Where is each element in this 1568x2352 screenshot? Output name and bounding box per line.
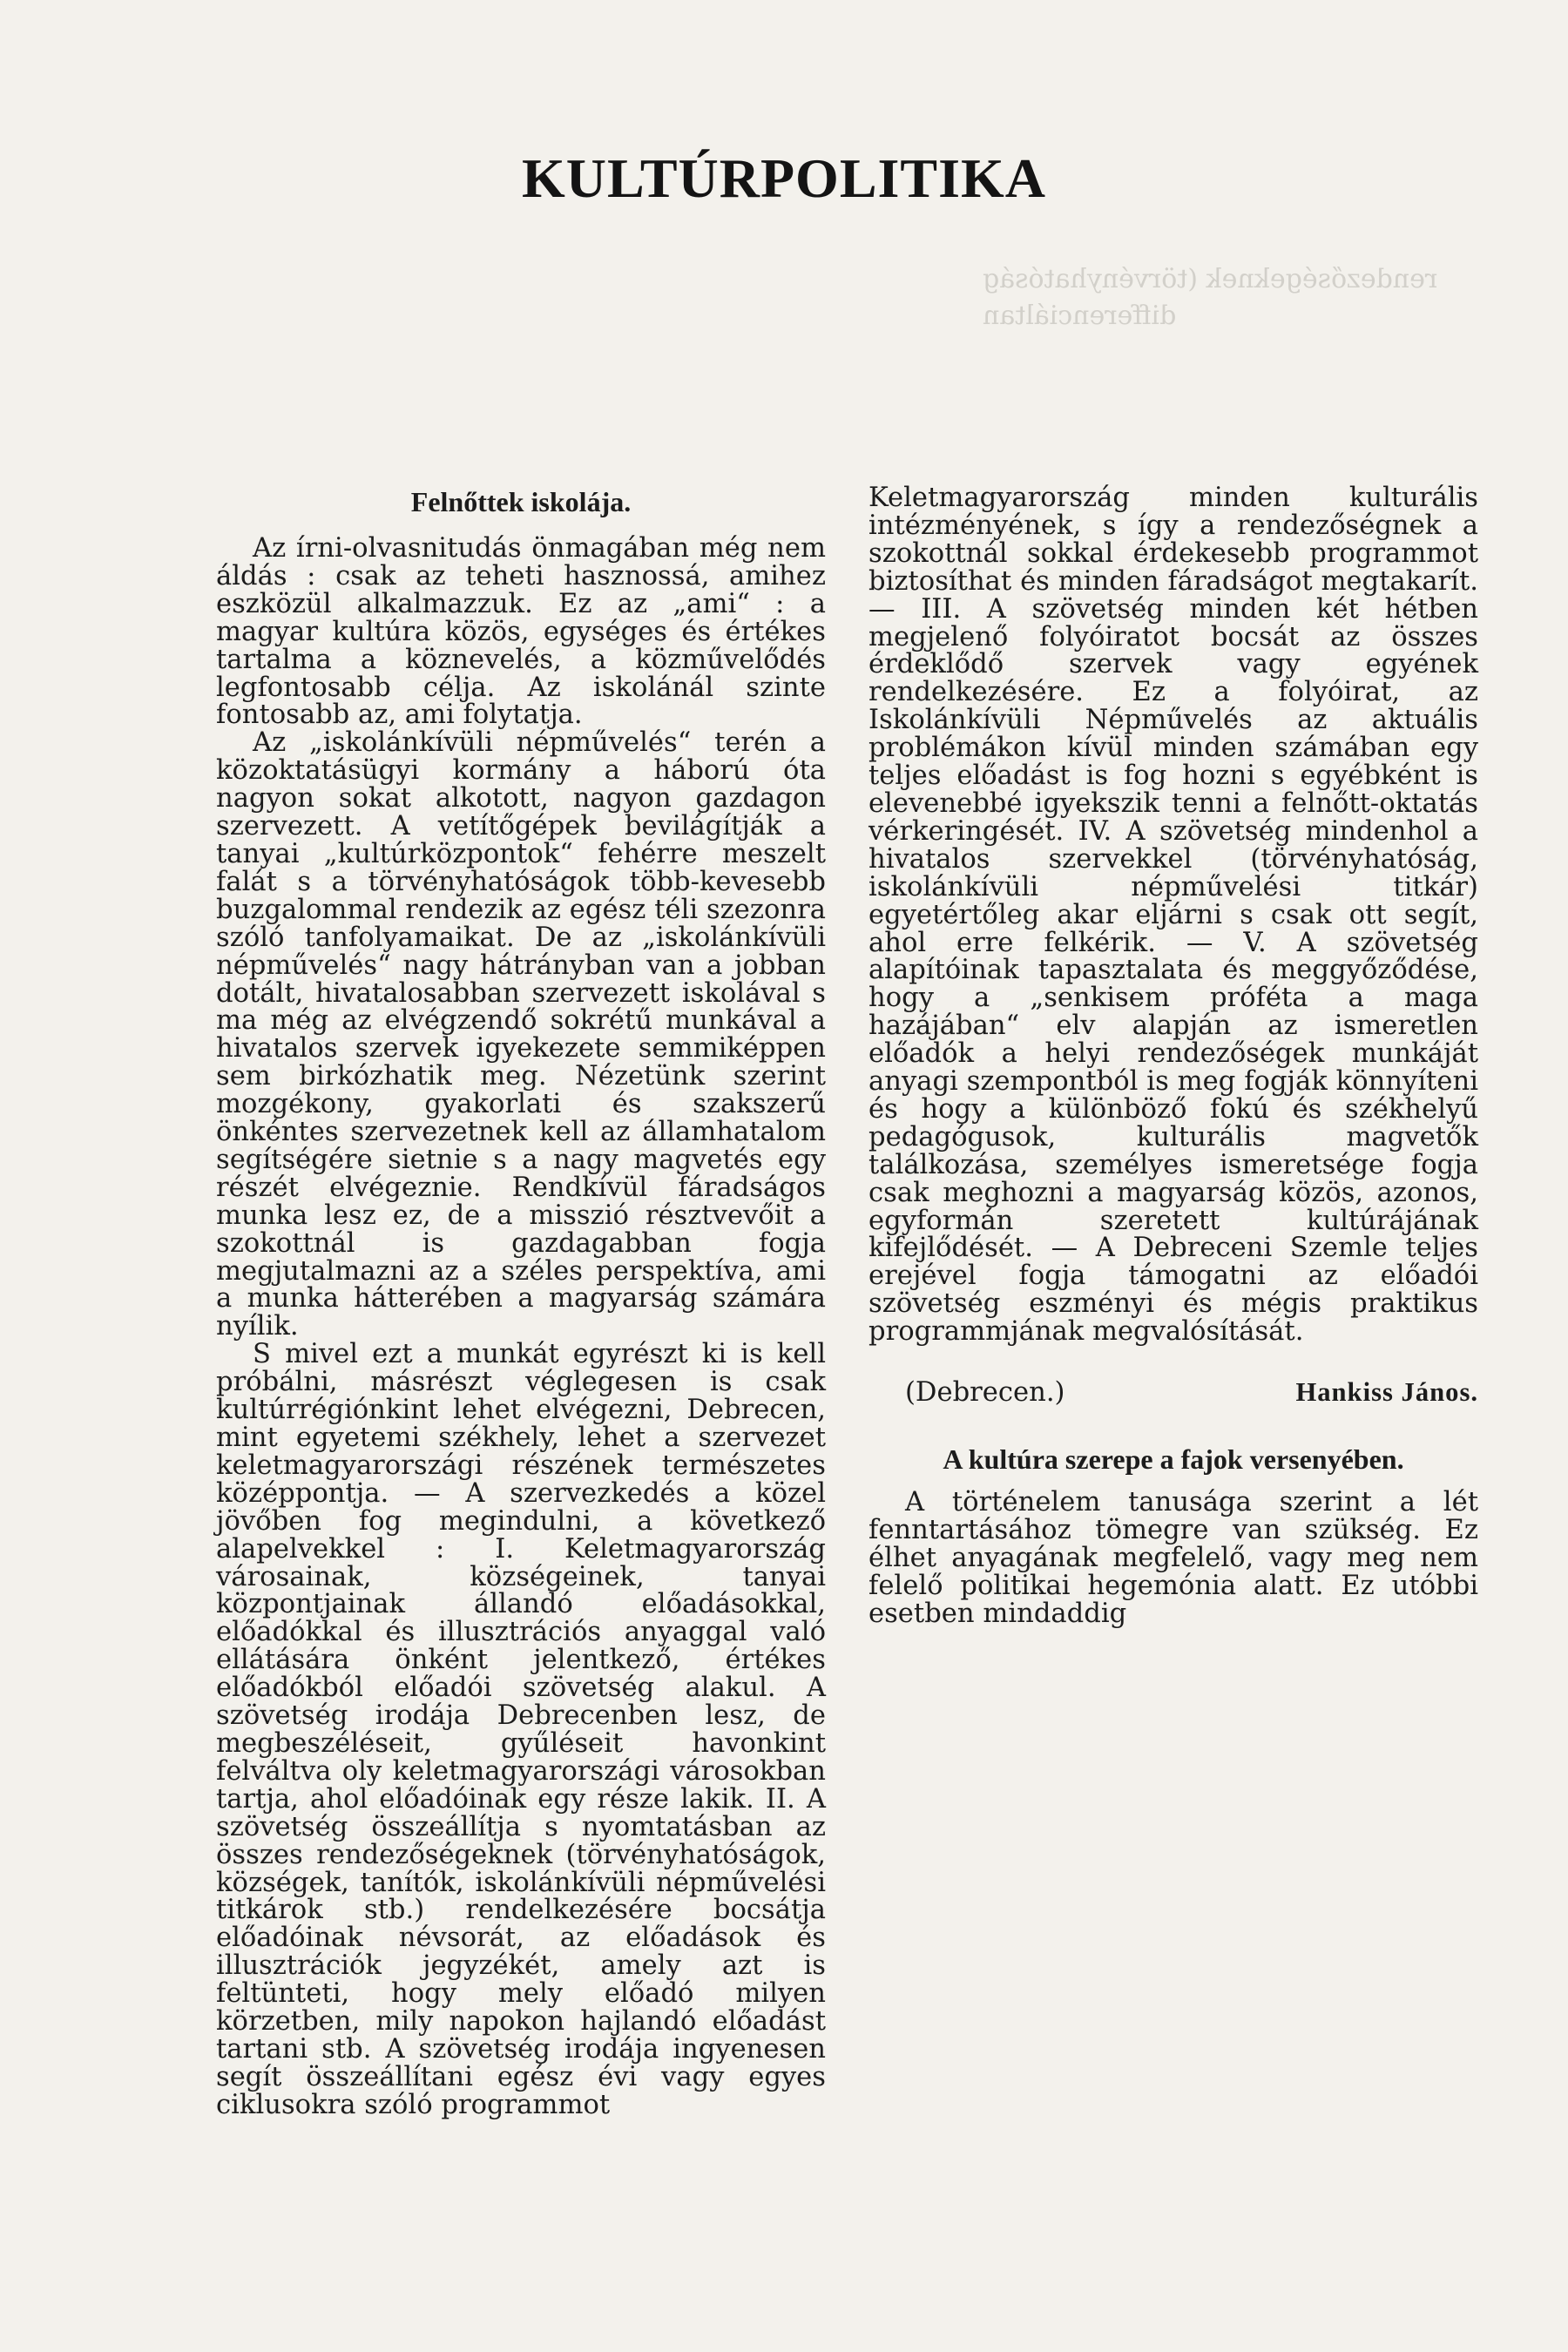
bleed-through-line: differenciáltan bbox=[982, 301, 1177, 331]
article-paragraph: S mivel ezt a munkát egyrészt ki is kell próbálni, másrészt véglegesen is csak kultúrrégiónkint lehet elvégezni, Debrecen, mint egyetemi székhely, lehet a szervezet keletmagyarországi részének természetes középpontja. — A szervezkedés a közel jövőben fog megindulni, a következő alapelvekkel : I. Keletmagyarország városainak, községeinek, tanyai központjainak állandó előadásokkal, előadókkal és illusztrációs anyaggal való ellátására önként jelentkező, értékes előadókból előadói szövetség alakul. A szövetség irodája Debrecenben lesz, de megbeszéléseit, gyűléseit havonkint felváltva oly keletmagyarországi városokban tartja, ahol előadóinak egy része lakik. II. A szövetség összeállítja s nyomtatásban az összes rendezőségeknek (törvényhatóságok, községek, tanítók, iskolánkívüli népművelési titkárok stb.) rendelkezésére bocsátja előadóinak névsorát, az előadások és illusztrációk jegyzékét, amely azt is feltünteti, hogy mely előadó milyen körzetben, mily napokon hajlandó előadást tartani stb. A szövetség irodája ingyenesen segít összeállítani egész évi vagy egyes ciklusokra szóló programmot bbox=[216, 1339, 826, 2120]
bleed-through-line: rendezőségeknek (törvényhatóság bbox=[982, 264, 1437, 294]
signature bbox=[868, 1379, 1478, 1407]
page-title: KULTÚRPOLITIKA bbox=[522, 147, 1046, 209]
article-paragraph: Az írni-olvasnitudás önmagában még nem áldás : csak az teheti hasznossá, amihez eszközül alkalmazzuk. Ez az „ami“ : a magyar kultúra közös, egységes és értékes tartalma a köznevelés, a közművelődés legfontosabb célja. Az iskolánál szinte fontosabb az, ami folytatja. bbox=[216, 533, 826, 731]
article-paragraph: A történelem tanusága szerint a lét fenntartásához tömegre van szükség. Ez élhet anyagának megfelelő, vagy meg nem felelő politikai hegemónia alatt. Ez utóbbi esetben mindaddig bbox=[868, 1487, 1478, 1629]
article-paragraph-continuation: Keletmagyarország minden kulturális intézményének, s így a rendezőségnek a szokottnál sokkal érdekesebb programmot biztosíthat és minden fáradságot megtakarít. — III. A szövetség minden két hétben megjelenő folyóiratot bocsát az összes érdeklődő szervek vagy egyének rendelkezésére. Ez a folyóirat, az Iskolánkívüli Népművelés az aktuális problémákon kívül minden számában egy teljes előadást is fog hozni s egyébként is elevenebbé igyekszik tenni a felnőtt-oktatás vérkeringését. IV. A szövetség mindenhol a hivatalos szervekkel (törvényhatóság, iskolánkívüli népművelési titkár) egyetértőleg akar eljárni s csak ott segít, ahol erre felkérik. — V. A szövetség alapítóinak tapasztalata és meggyőződése, hogy a „senkisem próféta a maga hazájában“ elv alapján az ismeretlen előadók a helyi rendezőségek munkáját anyagi szempontból is meg fogják könnyíteni és hogy a különböző fokú és székhelyű pedagógusok, kulturális magvetők találkozása, személyes ismeretsége fogja csak meghozni a magyarság közös, azonos, egyformán szeretett kultúrájának kifejlődését. — A Debreceni Szemle teljes erejével fogja támogatni az előadói szövetség eszményi és mégis praktikus programmjának megvalósítását. bbox=[868, 483, 1478, 1348]
article-title: A kultúra szerepe a fajok versenyében. bbox=[943, 1443, 1404, 1475]
bleed-through-text bbox=[983, 261, 1437, 335]
article-paragraph: Az „iskolánkívüli népművelés“ terén a közoktatásügyi kormány a háború óta nagyon sokat alkotott, nagyon gazdagon szervezett. A vetítőgépek bevilágítják a tanyai „kultúrközpontok“ fehérre meszelt falát s a törvényhatóságok több-kevesebb buzgalommal rendezik az egész téli szezonra szóló tanfolyamaikat. De az „iskolánkívüli népművelés“ nagy hátrányban van a jobban dotált, hivatalosabban szervezett iskolával s ma még az elvégzendő sokrétű munkával a hivatalos szervek igyekezete semmiképpen sem birkózhatik meg. Nézetünk szerint mozgékony, gyakorlati és szakszerű önkéntes szervezetnek kell az államhatalom segítségére sietnie s a nagy magvetés egy részét elvégeznie. Rendkívül fáradságos munka lesz ez, de a misszió résztvevőit a szokottnál is gazdagabban fogja megjutalmazni az a széles perspektíva, ami a munka hátterében a magyarság számára nyílik. bbox=[216, 727, 826, 1342]
article-title: Felnőttek iskolája. bbox=[410, 486, 632, 517]
signature-author: Hankiss János. bbox=[1295, 1377, 1478, 1408]
signature-place: (Debrecen.) bbox=[905, 1377, 1065, 1409]
column-right bbox=[868, 484, 1478, 1628]
column-left bbox=[216, 484, 826, 2119]
